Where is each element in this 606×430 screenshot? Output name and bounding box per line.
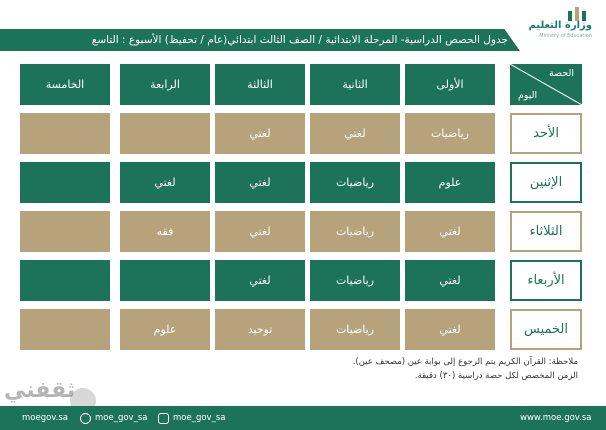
twitter-icon <box>80 413 91 424</box>
lesson-cell <box>20 162 110 203</box>
footer-youtube <box>22 410 68 426</box>
lesson-cell <box>20 260 110 301</box>
corner-period-label: الحصة <box>549 68 574 79</box>
period-header: الأولى <box>405 64 495 105</box>
lesson-cell <box>20 309 110 350</box>
corner-day-label: اليوم <box>518 90 538 101</box>
watermark-logo: ثقفني <box>4 378 76 403</box>
table-row <box>20 260 582 301</box>
lesson-cell <box>20 113 110 154</box>
lesson-cell: رياضيات <box>310 162 400 203</box>
page-title: جدول الحصص الدراسية- المرحلة الابتدائية / الصف الثالث ابتدائي(عام / تحفيظ) الأسبوع : التاسع <box>91 34 508 46</box>
lesson-cell <box>20 211 110 252</box>
youtube-handle: moegov.sa <box>22 413 69 423</box>
corner-cell <box>510 64 582 105</box>
logo-subtitle: Ministry of Education <box>539 33 592 39</box>
note-line: الزمن المخصص لكل حصة دراسية (٣٠) دقيقة. <box>414 371 578 381</box>
notes <box>18 355 578 383</box>
lesson-cell: لغتي <box>215 162 305 203</box>
timetable <box>20 64 582 354</box>
period-header: الثانية <box>310 64 400 105</box>
day-cell: الأربعاء <box>510 260 582 301</box>
day-cell: الإثنين <box>510 162 582 203</box>
period-header: الثالثة <box>215 64 305 105</box>
lesson-cell <box>120 113 210 154</box>
header-row <box>20 64 582 105</box>
instagram-handle: moe_gov_sa <box>173 413 226 423</box>
lesson-cell: علوم <box>405 162 495 203</box>
table-row <box>20 309 582 350</box>
footer-instagram <box>158 410 225 426</box>
lesson-cell: علوم <box>120 309 210 350</box>
lesson-cell: لغتي <box>405 309 495 350</box>
lesson-cell: لغتي <box>405 211 495 252</box>
lesson-cell: رياضيات <box>310 260 400 301</box>
lesson-cell: لغتي <box>215 113 305 154</box>
period-header: الخامسة <box>20 64 110 105</box>
lesson-cell: لغتي <box>215 211 305 252</box>
lesson-cell: توحيد <box>215 309 305 350</box>
day-cell: الثلاثاء <box>510 211 582 252</box>
lesson-cell: لغتي <box>120 162 210 203</box>
table-row <box>20 211 582 252</box>
website-url: www.moe.gov.sa <box>520 413 592 423</box>
lesson-cell: لغتي <box>405 260 495 301</box>
period-header: الرابعة <box>120 64 210 105</box>
lesson-cell: رياضيات <box>310 309 400 350</box>
instagram-icon <box>158 413 169 424</box>
day-cell: الأحد <box>510 113 582 154</box>
twitter-handle: moe_gov_sa <box>95 413 148 423</box>
logo-name: وزارة التعليم <box>528 20 592 31</box>
footer-website <box>520 410 592 426</box>
table-row <box>20 162 582 203</box>
logo-mark-icon <box>564 5 594 21</box>
lesson-cell: لغتي <box>215 260 305 301</box>
day-cell: الخميس <box>510 309 582 350</box>
lesson-cell: رياضيات <box>405 113 495 154</box>
lesson-cell: لغتي <box>310 113 400 154</box>
footer-twitter <box>80 410 147 426</box>
lesson-cell <box>120 260 210 301</box>
note-line: ملاحظة: القرآن الكريم يتم الرجوع إلى بوابة عين (مصحف عين). <box>352 357 578 367</box>
table-row <box>20 113 582 154</box>
lesson-cell: فقه <box>120 211 210 252</box>
lesson-cell: رياضيات <box>310 211 400 252</box>
